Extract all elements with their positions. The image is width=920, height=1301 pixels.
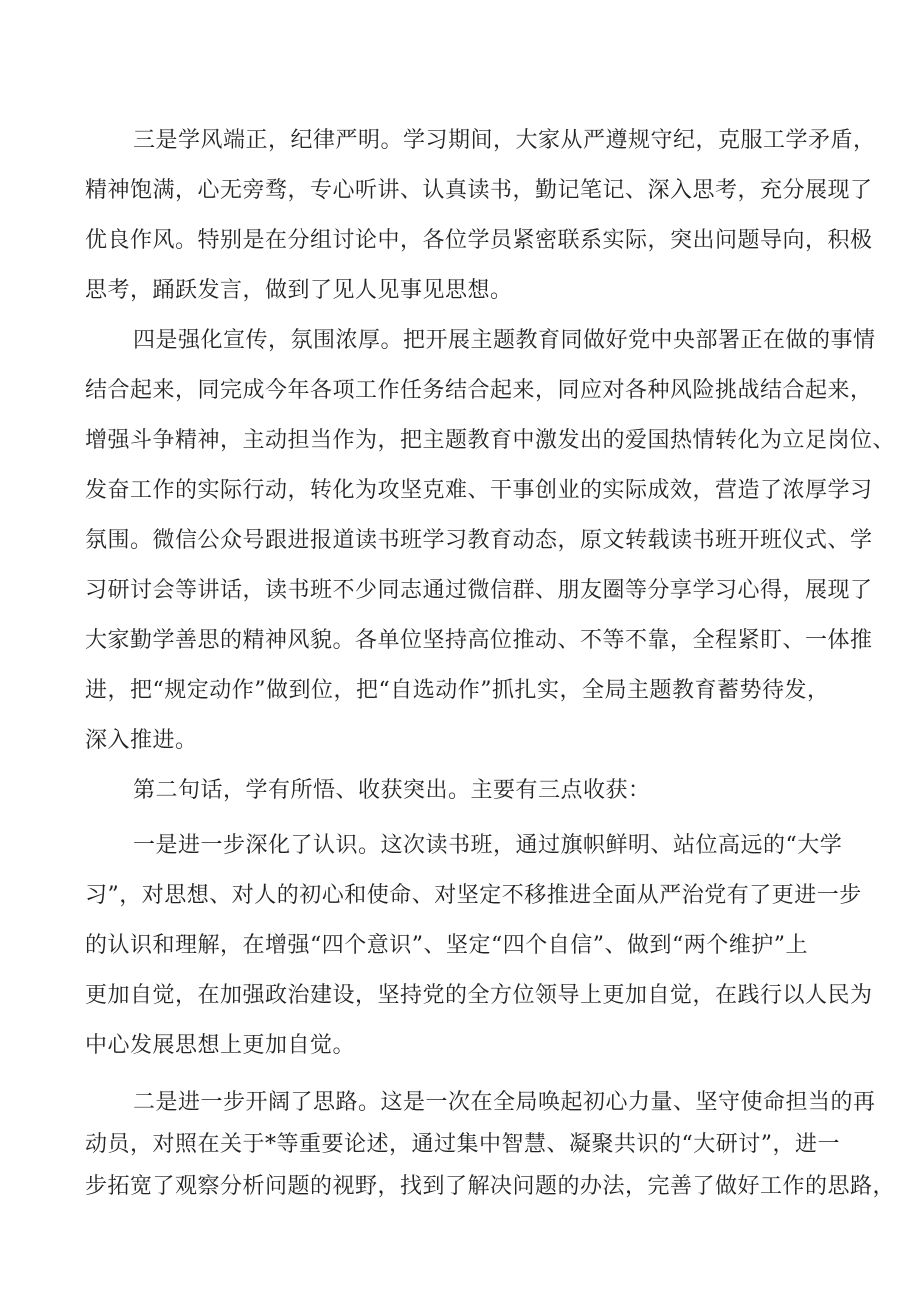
paragraph-line: 思考，踊跃发言，做到了见人见事见思想。 — [85, 278, 513, 303]
paragraph-line: 一是进一步深化了认识。这次读书班，通过旗帜鲜明、站位高远的“大学 — [133, 833, 843, 858]
paragraph-line: 结合起来，同完成今年各项工作任务结合起来，同应对各种风险挑战结合起来， — [85, 378, 873, 403]
paragraph-line: 的认识和理解，在增强“四个意识”、坚定“四个自信”、做到“两个维护”上 — [85, 933, 808, 958]
paragraph-line: 进，把“规定动作”做到位，把“自选动作”抓扎实，全局主题教育蓄势待发， — [85, 678, 830, 703]
paragraph-line: 步拓宽了观察分析问题的视野，找到了解决问题的办法，完善了做好工作的思路， — [85, 1174, 896, 1199]
paragraph-line: 动员，对照在关于*等重要论述，通过集中智慧、凝聚共识的“大研讨”，进一 — [85, 1132, 840, 1157]
paragraph-line: 发奋工作的实际行动，转化为攻坚克难、干事创业的实际成效，营造了浓厚学习 — [85, 478, 873, 503]
paragraph-line: 三是学风端正，纪律严明。学习期间，大家从严遵规守纪，克服工学矛盾， — [133, 128, 876, 153]
paragraph-line: 中心发展思想上更加自觉。 — [85, 1033, 356, 1058]
paragraph-line: 更加自觉，在加强政治建设，坚持党的全方位领导上更加自觉，在践行以人民为 — [85, 983, 873, 1008]
paragraph-line: 氛围。微信公众号跟进报道读书班学习教育动态，原文转载读书班开班仪式、学 — [85, 528, 873, 553]
paragraph-line: 大家勤学善思的精神风貌。各单位坚持高位推动、不等不靠，全程紧盯、一体推 — [85, 628, 873, 653]
paragraph-line: 深入推进。 — [85, 728, 198, 753]
paragraph-line: 优良作风。特别是在分组讨论中，各位学员紧密联系实际，突出问题导向，积极 — [85, 228, 873, 253]
paragraph-line: 精神饱满，心无旁骛，专心听讲、认真读书，勤记笔记、深入思考，充分展现了 — [85, 178, 873, 203]
paragraph-line: 习研讨会等讲话，读书班不少同志通过微信群、朋友圈等分享学习心得，展现了 — [85, 578, 873, 603]
paragraph-line: 习”，对思想、对人的初心和使命、对坚定不移推进全面从严治党有了更进一步 — [85, 883, 862, 908]
paragraph-line: 增强斗争精神，主动担当作为，把主题教育中激发出的爱国热情转化为立足岗位、 — [85, 428, 896, 453]
paragraph-line: 二是进一步开阔了思路。这是一次在全局唤起初心力量、坚守使命担当的再 — [133, 1090, 876, 1115]
paragraph-line: 四是强化宣传，氛围浓厚。把开展主题教育同做好党中央部署正在做的事情 — [133, 328, 876, 353]
paragraph-line: 第二句话，学有所悟、收获突出。主要有三点收获： — [133, 778, 651, 803]
